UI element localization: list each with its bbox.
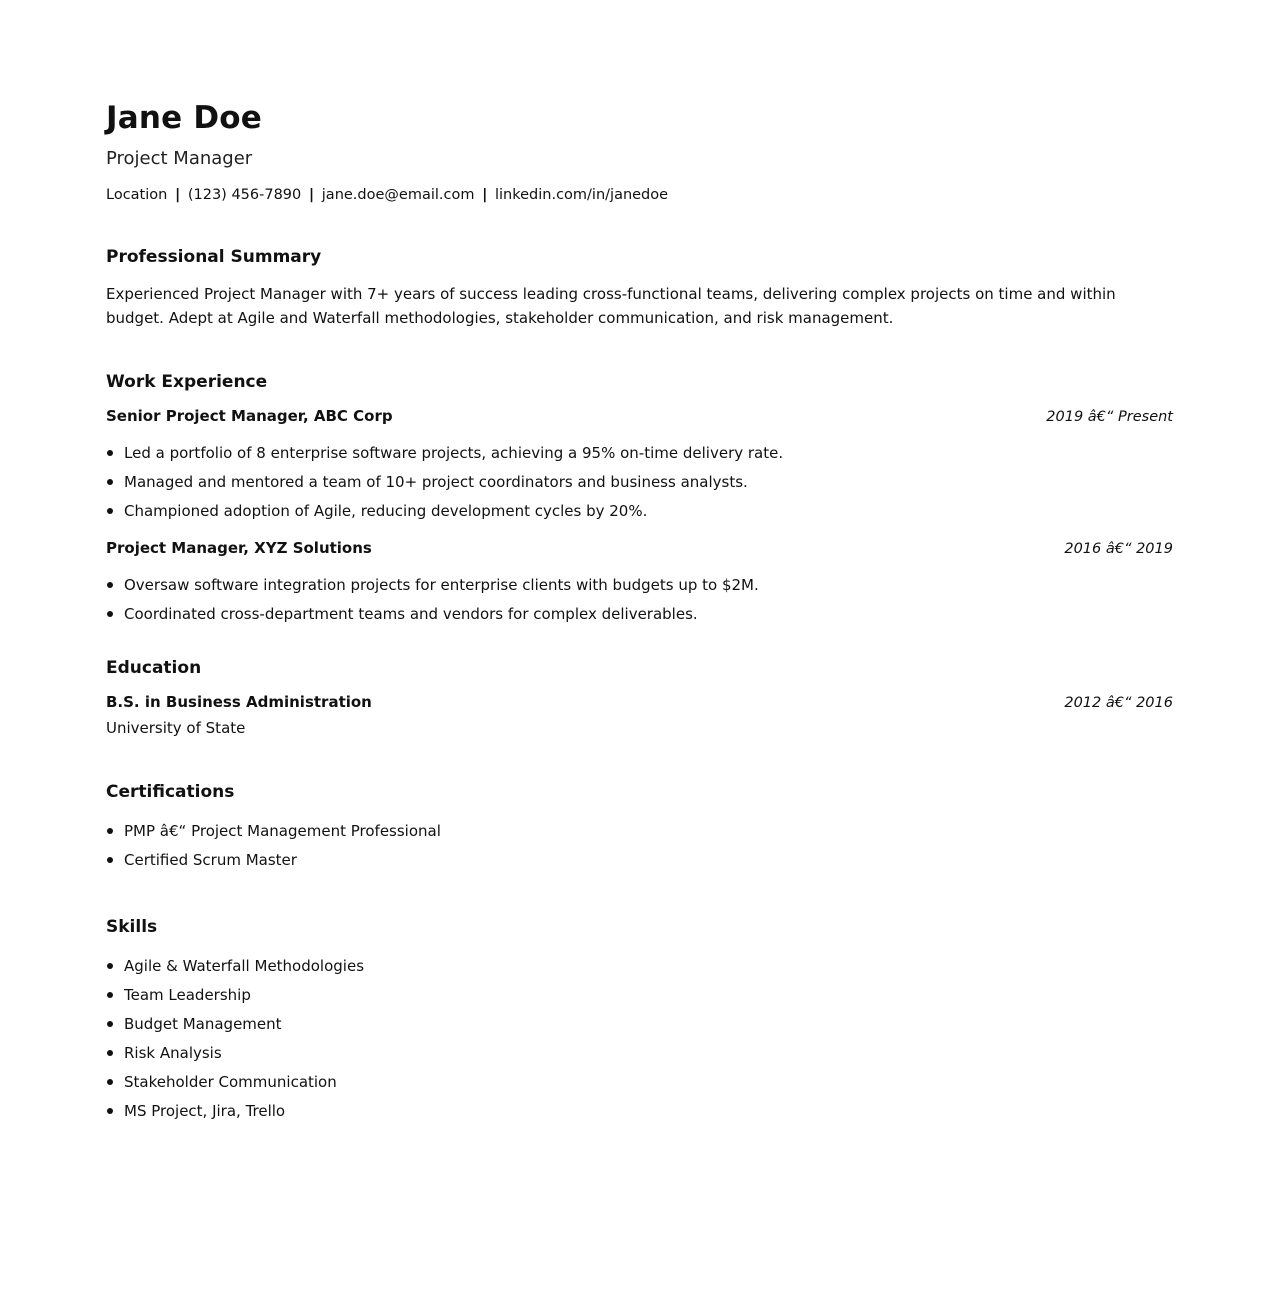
section-heading-skills: Skills [106, 917, 158, 937]
summary-section [106, 245, 1173, 330]
certification-item [106, 846, 1173, 875]
contact-line [106, 185, 1173, 205]
certification-text: Certified Scrum Master [124, 851, 297, 869]
bullet-dot-icon [107, 450, 113, 456]
job-entry [106, 539, 1173, 629]
education-section [106, 656, 1173, 740]
section-heading-education: Education [106, 658, 202, 678]
skill-item [106, 981, 1173, 1010]
contact-separator: | [308, 187, 315, 203]
contact-linkedin: linkedin.com/in/janedoe [495, 187, 669, 203]
job-entry [106, 407, 1173, 526]
skill-item [106, 1068, 1173, 1097]
bullet-dot-icon [107, 992, 113, 998]
contact-email: jane.doe@email.com [321, 187, 475, 203]
contact-separator: | [174, 187, 181, 203]
job-bullets [106, 439, 1173, 526]
education-dates: 2012 â€“ 2016 [1064, 695, 1173, 711]
bullet-dot-icon [107, 479, 113, 485]
candidate-title: Project Manager [106, 148, 253, 169]
section-heading-summary: Professional Summary [106, 247, 322, 267]
certification-text: PMP â€“ Project Management Professional [124, 822, 441, 840]
job-role: Senior Project Manager, ABC Corp [106, 407, 393, 425]
skill-text: MS Project, Jira, Trello [124, 1102, 286, 1120]
bullet-dot-icon [107, 1021, 113, 1027]
bullet-dot-icon [107, 1050, 113, 1056]
job-bullet [106, 497, 1173, 526]
job-bullet-text: Led a portfolio of 8 enterprise software projects, achieving a 95% on-time delivery rate. [124, 444, 784, 462]
job-header [106, 407, 1173, 429]
job-bullet-text: Championed adoption of Agile, reducing development cycles by 20%. [124, 502, 648, 520]
education-degree: B.S. in Business Administration [106, 693, 372, 711]
section-heading-experience: Work Experience [106, 372, 268, 392]
skill-item [106, 1097, 1173, 1126]
certification-item [106, 817, 1173, 846]
bullet-dot-icon [107, 857, 113, 863]
job-bullet [106, 571, 1173, 600]
bullet-dot-icon [107, 828, 113, 834]
education-header [106, 693, 1173, 715]
job-dates: 2016 â€“ 2019 [1064, 541, 1173, 557]
job-bullet [106, 439, 1173, 468]
job-bullet-text: Coordinated cross-department teams and vendors for complex deliverables. [124, 605, 698, 623]
skills-section [106, 915, 1173, 1126]
candidate-name: Jane Doe [106, 100, 262, 136]
resume-header [106, 96, 1173, 205]
certifications-list [106, 817, 1173, 875]
skill-text: Stakeholder Communication [124, 1073, 337, 1091]
skills-list [106, 952, 1173, 1126]
job-bullet-text: Oversaw software integration projects for enterprise clients with budgets up to $2M. [124, 576, 759, 594]
certifications-section [106, 780, 1173, 875]
job-bullets [106, 571, 1173, 629]
bullet-dot-icon [107, 963, 113, 969]
skill-item [106, 1039, 1173, 1068]
skill-text: Team Leadership [124, 986, 251, 1004]
skill-text: Budget Management [124, 1015, 282, 1033]
section-heading-certifications: Certifications [106, 782, 235, 802]
contact-location: Location [106, 187, 168, 203]
bullet-dot-icon [107, 1079, 113, 1085]
summary-text: Experienced Project Manager with 7+ years of success leading cross-functional teams, delivering complex projects on time and within budget. Adept at Agile and Waterfall methodologies, stakeholder communication, and risk management. [106, 285, 1116, 327]
job-role: Project Manager, XYZ Solutions [106, 539, 372, 557]
bullet-dot-icon [107, 1108, 113, 1114]
job-header [106, 539, 1173, 561]
skill-text: Agile & Waterfall Methodologies [124, 957, 365, 975]
job-bullet [106, 600, 1173, 629]
skill-item [106, 952, 1173, 981]
job-dates: 2019 â€“ Present [1046, 409, 1173, 425]
experience-section [106, 370, 1173, 629]
skill-text: Risk Analysis [124, 1044, 222, 1062]
resume-content [106, 96, 1173, 1126]
job-bullet-text: Managed and mentored a team of 10+ project coordinators and business analysts. [124, 473, 748, 491]
contact-phone: (123) 456-7890 [187, 187, 302, 203]
bullet-dot-icon [107, 582, 113, 588]
job-bullet [106, 468, 1173, 497]
bullet-dot-icon [107, 508, 113, 514]
contact-separator: | [482, 187, 488, 203]
skill-item [106, 1010, 1173, 1039]
bullet-dot-icon [107, 611, 113, 617]
education-school: University of State [106, 719, 246, 737]
